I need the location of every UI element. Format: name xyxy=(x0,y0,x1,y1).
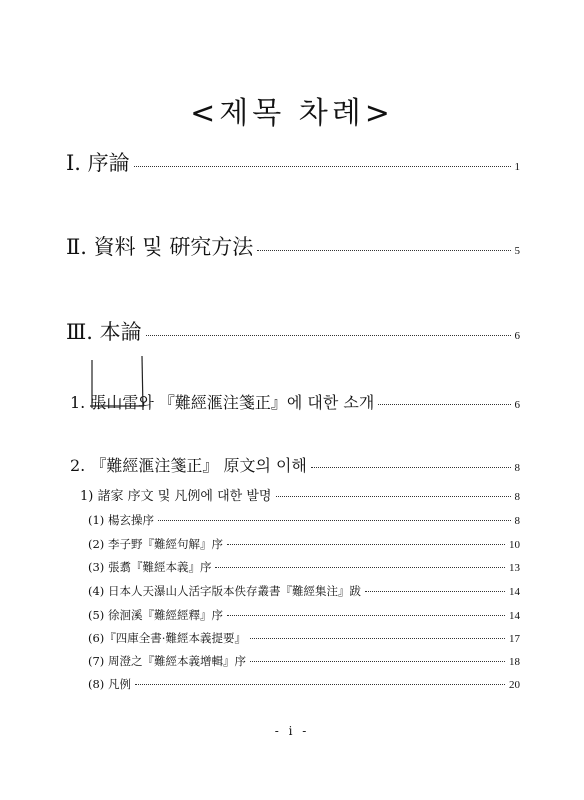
toc-entry-label: Ⅲ. 本論 xyxy=(66,320,142,344)
toc-entry-section-2[interactable] xyxy=(70,453,520,476)
dot-leader xyxy=(135,684,505,685)
toc-entry-label: Ⅱ. 資料 및 硏究方法 xyxy=(66,235,254,259)
toc-entry-page: 8 xyxy=(514,491,520,503)
toc-entry-item-6[interactable] xyxy=(88,630,520,646)
toc-entry-label: (3) 張翥『難經本義』序 xyxy=(88,560,212,574)
toc-entry-item-1[interactable] xyxy=(88,512,520,528)
dot-leader xyxy=(311,467,511,468)
toc-entry-label: (1) 楊玄操序 xyxy=(88,513,154,527)
toc-entry-item-5[interactable] xyxy=(88,607,520,623)
toc-entry-item-7[interactable] xyxy=(88,653,520,669)
toc-entry-page: 8 xyxy=(514,462,520,474)
dot-leader xyxy=(215,567,505,568)
toc-entry-page: 13 xyxy=(509,562,520,574)
dot-leader xyxy=(378,404,510,405)
dot-leader xyxy=(250,661,505,662)
page-title: <제목 차례> xyxy=(190,96,394,131)
toc-entry-chapter-2[interactable] xyxy=(66,231,520,261)
toc-entry-label: (2) 李子野『難經句解』序 xyxy=(88,537,223,551)
toc-entry-chapter-1[interactable] xyxy=(66,147,520,177)
toc-entry-page: 5 xyxy=(514,245,520,257)
dot-leader xyxy=(227,615,505,616)
dot-leader xyxy=(134,166,511,167)
toc-entry-label: (8) 凡例 xyxy=(88,677,131,691)
dot-leader xyxy=(276,496,511,497)
toc-entry-label: Ⅰ. 序論 xyxy=(66,151,130,175)
toc-entry-label: (7) 周澄之『難經本義增輯』序 xyxy=(88,654,246,668)
toc-entry-page: 20 xyxy=(509,679,520,691)
dot-leader xyxy=(257,250,510,251)
toc-entry-page: 6 xyxy=(514,399,520,411)
toc-entry-section-1[interactable] xyxy=(70,390,520,413)
toc-entry-page: 1 xyxy=(514,161,520,173)
dot-leader xyxy=(250,638,505,639)
toc-entry-label: (6)『四庫全書·難經本義提要』 xyxy=(88,631,246,645)
toc-entry-page: 14 xyxy=(509,610,520,622)
dot-leader xyxy=(158,520,511,521)
toc-entry-label: 2. 『難經滙注箋正』 原文의 이해 xyxy=(70,456,307,475)
toc-entry-item-8[interactable] xyxy=(88,676,520,692)
toc-entry-page: 10 xyxy=(509,539,520,551)
toc-entry-page: 17 xyxy=(509,633,520,645)
dot-leader xyxy=(146,335,511,336)
dot-leader xyxy=(365,591,505,592)
toc-entry-label: (4) 日本人天瀑山人活字版本佚存叢書『難經集注』跋 xyxy=(88,584,361,598)
toc-entry-label: (5) 徐洄溪『難經經釋』序 xyxy=(88,608,223,622)
toc-entry-subsection-1[interactable] xyxy=(80,485,520,504)
toc-entry-label: 1. 張山雷와 『難經滙注箋正』에 대한 소개 xyxy=(70,393,375,412)
page-number-footer: - i - xyxy=(274,724,310,738)
dot-leader xyxy=(227,544,505,545)
toc-entry-chapter-3[interactable] xyxy=(66,316,520,346)
toc-entry-item-4[interactable] xyxy=(88,583,520,599)
toc-entry-page: 6 xyxy=(514,330,520,342)
toc-entry-label: 1) 諸家 序文 및 凡例에 대한 발명 xyxy=(80,489,272,504)
toc-entry-page: 18 xyxy=(509,656,520,668)
toc-entry-item-3[interactable] xyxy=(88,559,520,575)
toc-entry-item-2[interactable] xyxy=(88,536,520,552)
toc-entry-page: 8 xyxy=(514,515,520,527)
toc-entry-page: 14 xyxy=(509,586,520,598)
